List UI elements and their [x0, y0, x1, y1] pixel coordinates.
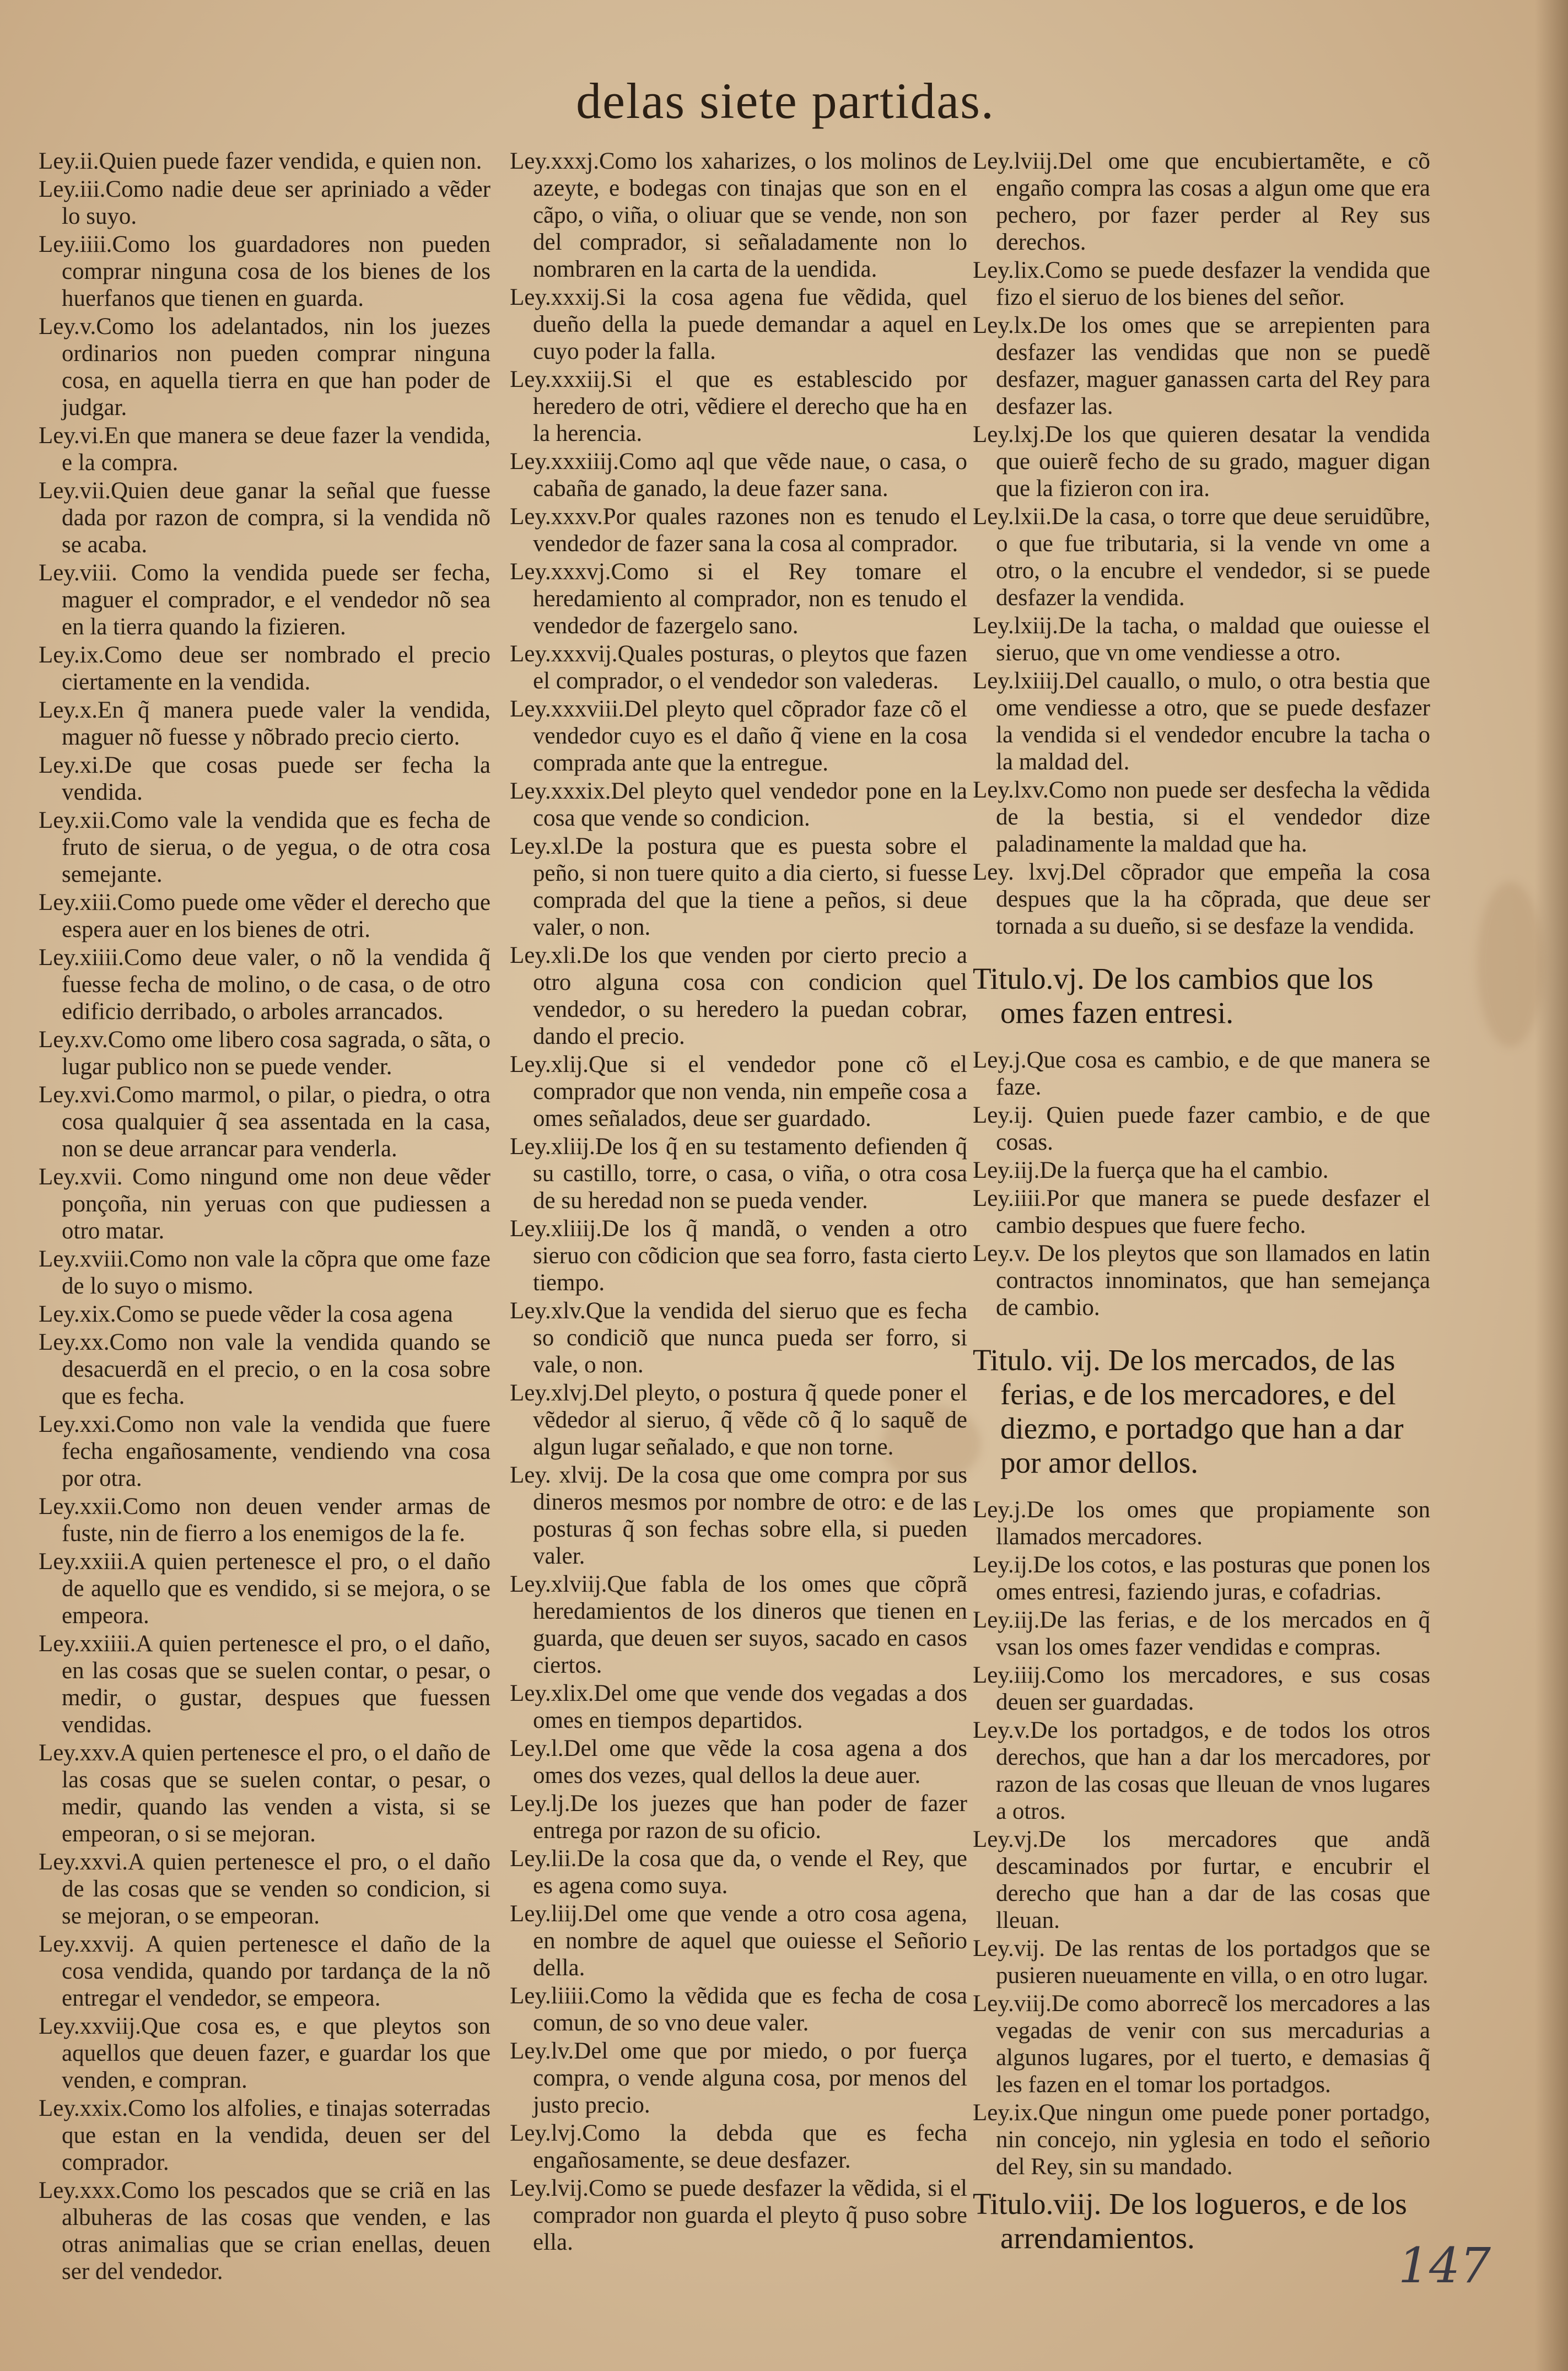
ley-entry-text: Ley.xxxij.Si la cosa agena fue vẽdida, quel dueño della la puede demandar a aquel en cuyo poder la falla.: [510, 284, 967, 364]
ley-entry: [973, 257, 1430, 311]
ley-entry: [39, 1849, 491, 1930]
ley-entry-text: Ley.ix.Que ningun ome puede poner portadgo, nin concejo, nin yglesia en todo el señorio del Rey, sin su mandado.: [973, 2100, 1430, 2180]
ley-entry-text: Ley.iij.De la fuerça que ha el cambio.: [973, 1157, 1329, 1183]
ley-entry: [973, 1157, 1430, 1184]
ley-entry: [39, 2177, 491, 2285]
ley-entry-text: Ley.lix.Como se puede desfazer la vendida que fizo el sieruo de los bienes del señor.: [973, 257, 1430, 310]
ley-entry: [973, 148, 1430, 256]
ley-entry-text: Ley.lxiiij.Del cauallo, o mulo, o otra bestia que ome vendiesse a otro, que se puede desfazer la vendida si el vendedor encubre la tacha o la maldad del.: [973, 668, 1430, 775]
ley-entry-text: Ley.xii.Como vale la vendida que es fecha de fruto de sierua, o de yegua, o de otra cosa semejante.: [39, 807, 491, 887]
ley-entry-text: Ley.xx.Como non vale la vendida quando se desacuerdã en el precio, o en la cosa sobre que es fecha.: [39, 1329, 491, 1409]
ley-entry: [39, 231, 491, 312]
ley-entry: [973, 777, 1430, 858]
ley-entry-text: Ley.xlviij.Que fabla de los omes que cõprã heredamientos de los dineros que tienen en guarda, que deuen ser suyos, sacado en casos ciertos.: [510, 1571, 967, 1678]
ley-entry-text: Ley.ii.Quien puede fazer vendida, e quien non.: [39, 148, 482, 174]
ley-entry-text: Ley.ij. Quien puede fazer cambio, e de que cosas.: [973, 1102, 1430, 1155]
ley-entry: [973, 1607, 1430, 1661]
ley-entry: [510, 1845, 967, 1899]
ley-entry: [510, 942, 967, 1050]
ley-entry-text: Ley.iiij.Como los mercadores, e sus cosas deuen ser guardadas.: [973, 1662, 1430, 1715]
ley-entry-text: Ley.xiii.Como puede ome vẽder el derecho que espera auer en los bienes de otri.: [39, 890, 491, 942]
ley-entry-text: Ley.xxii.Como non deuen vender armas de fuste, nin de fierro a los enemigos de la fe.: [39, 1494, 491, 1546]
folio-number: 147: [1398, 2237, 1491, 2294]
ley-entry: [39, 2095, 491, 2176]
ley-entry: [973, 2099, 1430, 2180]
ley-entry-text: Ley.xi.De que cosas puede ser fecha la vendida.: [39, 752, 491, 805]
column-3: [973, 148, 1430, 2272]
ley-entry: [39, 1493, 491, 1547]
ley-entry: [39, 642, 491, 696]
ley-entry-text: Ley.xxvij. A quien pertenesce el daño de la cosa vendida, quando por tardança de la nõ entregar el vendedor, se empeora.: [39, 1931, 491, 2011]
ley-entry: [39, 422, 491, 476]
column-2: [510, 148, 967, 2257]
ley-entry-text: Ley.vij. De las rentas de los portadgos que se pusieren nueuamente en villa, o en otro lugar.: [973, 1936, 1430, 1989]
ley-entry: [39, 559, 491, 640]
ley-entry: [39, 1163, 491, 1244]
ley-entry: [39, 2013, 491, 2094]
ley-entry-text: Ley.xxviij.Que cosa es, e que pleytos son aquellos que deuen fazer, e guardar los que venden, e compran.: [39, 2013, 491, 2093]
ley-entry: [39, 148, 491, 175]
ley-entry-text: Ley.j.Que cosa es cambio, e de que manera se faze.: [973, 1047, 1430, 1100]
ley-entry: [510, 448, 967, 502]
ley-entry-text: Ley.x.En q̃ manera puede valer la vendida, maguer nõ fuesse y nõbrado precio cierto.: [39, 697, 491, 750]
ley-entry-text: Ley.l.Del ome que vẽde la cosa agena a dos omes dos vezes, qual dellos la deue auer.: [510, 1736, 967, 1788]
ley-entry: [510, 1215, 967, 1296]
ley-entry: [510, 148, 967, 283]
ley-entry: [973, 667, 1430, 775]
ley-entry: [973, 1185, 1430, 1239]
ley-entry-text: Ley.lvij.Como se puede desfazer la vẽdida, si el comprador non guarda el pleyto q̃ puso sobre ella.: [510, 2175, 967, 2255]
ley-entry-text: Ley.lx.De los omes que se arrepienten para desfazer las vendidas que non se puedẽ desfazer, maguer ganassen carta del Rey para desfazer las.: [973, 312, 1430, 419]
ley-entry: [39, 1246, 491, 1300]
ley-entry-text: Ley.xxxviii.Del pleyto quel cõprador faze cõ el vendedor cuyo es el daño q̃ viene en la cosa comprada ante que la entregue.: [510, 696, 967, 776]
ley-entry: [39, 1301, 491, 1328]
ley-entry: [973, 1102, 1430, 1156]
ley-entry: [510, 1900, 967, 1981]
ley-entry-text: Ley.xxxv.Por quales razones non es tenudo el vendedor de fazer sana la cosa al comprador.: [510, 504, 967, 557]
ley-entry: [973, 1662, 1430, 1716]
ley-entry-text: Ley.lj.De los juezes que han poder de fazer entrega por razon de su oficio.: [510, 1791, 967, 1844]
ley-entry: [510, 2120, 967, 2174]
ley-entry: [39, 477, 491, 558]
ley-entry-text: Ley.xli.De los que venden por cierto precio a otro alguna cosa con condicion quel vendedor, o su heredero la puedan cobrar, dando el precio.: [510, 942, 967, 1049]
ley-entry: [39, 697, 491, 751]
ley-entry-text: Ley.ix.Como deue ser nombrado el precio ciertamente en la vendida.: [39, 642, 491, 695]
ley-entry: [973, 859, 1430, 940]
ley-entry-text: Ley.xxxiiij.Como aql que vẽde naue, o casa, o cabaña de ganado, la deue fazer sana.: [510, 449, 967, 502]
ley-entry-text: Ley.lv.Del ome que por miedo, o por fuerça compra, o vende alguna cosa, por menos del justo precio.: [510, 2038, 967, 2118]
ley-entry: [39, 889, 491, 943]
section-heading-titulo-viij: Titulo.viij. De los logueros, e de los arrendamientos.: [973, 2187, 1407, 2255]
ley-entry: [39, 1081, 491, 1162]
ley-entry-text: Ley.xliiij.De los q̃ mandã, o venden a otro sieruo con cõdicion que sea forro, fasta cierto tiempo.: [510, 1216, 967, 1296]
ley-entry: [973, 1935, 1430, 1989]
ley-entry: [39, 1630, 491, 1738]
ley-entry: [510, 1380, 967, 1461]
ley-entry-text: Ley.lxv.Como non puede ser desfecha la vẽdida de la bestia, si el vendedor dize paladinamente la maldad que ha.: [973, 777, 1430, 857]
ley-entry-text: Ley.viii. Como la vendida puede ser fecha, maguer el comprador, e el vendedor nõ sea en la tierra quando la fizieren.: [39, 560, 491, 640]
ley-entry-text: Ley.xlij.Que si el vendedor pone cõ el comprador que non venda, nin empeñe cosa a omes señalados, deue ser guardado.: [510, 1052, 967, 1131]
ley-entry-text: Ley. lxvj.Del cõprador que empeña la cosa despues que la ha cõprada, que deue ser tornada a su dueño, si se desfaze la vendida.: [973, 859, 1430, 939]
ley-entry-text: Ley.xxxvj.Como si el Rey tomare el heredamiento al comprador, non es tenudo el vendedor de fazergelo sano.: [510, 559, 967, 639]
ley-entry-text: Ley.xxix.Como los alfolies, e tinajas soterradas que estan en la vendida, deuen ser del comprador.: [39, 2095, 491, 2175]
ley-entry-text: Ley.iiii.Como los guardadores non pueden comprar ninguna cosa de los bienes de los huerfanos que tienen en guarda.: [39, 231, 491, 311]
page-edge-shadow: [1535, 0, 1568, 2371]
ley-entry: [510, 1571, 967, 1679]
ley-entry: [973, 1717, 1430, 1825]
ley-entry: [510, 558, 967, 639]
ley-entry: [510, 284, 967, 365]
ley-entry-text: Ley.xviii.Como non vale la cõpra que ome faze de lo suyo o mismo.: [39, 1246, 491, 1299]
running-head: delas siete partidas.: [576, 73, 995, 129]
ley-entry: [510, 1982, 967, 2036]
ley-entry: [510, 1462, 967, 1570]
ley-entry: [510, 503, 967, 557]
ley-entry-text: Ley.lviij.Del ome que encubiertamẽte, e cõ engaño compra las cosas a algun ome que era pechero, por fazer perder al Rey sus derechos.: [973, 148, 1430, 255]
ley-entry: [39, 1411, 491, 1492]
ley-entry-text: Ley.xxxiij.Si el que es establescido por heredero de otri, vẽdiere el derecho que ha en la herencia.: [510, 367, 967, 446]
ley-entry: [973, 612, 1430, 666]
ley-entry-text: Ley. xlvij. De la cosa que ome compra por sus dineros mesmos por nombre de otro: e de las posturas q̃ son fechas sobre ella, si pueden valer.: [510, 1462, 967, 1569]
ley-entry-text: Ley.xxxvij.Quales posturas, o pleytos que fazen el comprador, o el vendedor son valederas.: [510, 641, 967, 694]
ley-entry-text: Ley.xiiii.Como deue valer, o nõ la vendida q̃ fuesse fecha de molino, o de casa, o de otro edificio derribado, o arboles arrancados.: [39, 945, 491, 1025]
ley-entry-text: Ley.xxi.Como non vale la vendida que fuere fecha engañosamente, vendiendo vna cosa por otra.: [39, 1411, 491, 1491]
ley-entry-text: Ley.xv.Como ome libero cosa sagrada, o sãta, o lugar publico non se puede vender.: [39, 1027, 491, 1080]
ley-entry: [510, 833, 967, 941]
ley-entry: [973, 1826, 1430, 1934]
ley-entry-text: Ley.viij.De como aborrecẽ los mercadores a las vegadas de venir con sus mercadurias a algunos lugares, por el tuerto, e demasias q̃ les fazen en el tomar los portadgos.: [973, 1991, 1430, 2098]
ley-entry-text: Ley.lvj.Como la debda que es fecha engañosamente, se deue desfazer.: [510, 2120, 967, 2173]
ley-entry-text: Ley.xxv.A quien pertenesce el pro, o el daño de las cosas que se suelen contar, o pesar, o medir, quando las venden a vista, si se empeoran, o si se mejoran.: [39, 1740, 491, 1847]
ley-entry-text: Ley.lxj.De los que quieren desatar la vendida que ouierẽ fecho de su grado, maguer digan que la fizieron con ira.: [973, 422, 1430, 502]
ley-entry: [510, 640, 967, 694]
ley-entry: [510, 1297, 967, 1378]
ley-entry-text: Ley.ij.De los cotos, e las posturas que ponen los omes entresi, faziendo juras, e cofadrias.: [973, 1552, 1430, 1605]
ley-entry: [510, 2175, 967, 2256]
ley-entry: [39, 1329, 491, 1410]
ley-entry-text: Ley.xlvj.Del pleyto, o postura q̃ quede poner el vẽdedor al sieruo, q̃ vẽde cõ q̃ lo saquẽ de algun lugar señalado, e que non torne.: [510, 1380, 967, 1460]
ley-entry-text: Ley.vj.De los mercadores que andã descaminados por furtar, e encubrir el derecho que han a dar de las cosas que lleuan.: [973, 1826, 1430, 1933]
ley-entry: [510, 1133, 967, 1214]
ley-entry-text: Ley.xxx.Como los pescados que se criã en las albuheras de las cosas que venden, e las otras animalias que se crian enellas, deuen ser del vendedor.: [39, 2178, 491, 2284]
ley-entry: [39, 313, 491, 421]
ley-entry: [973, 503, 1430, 611]
ley-entry: [973, 1496, 1430, 1550]
ley-entry-text: Ley.v.Como los adelantados, nin los juezes ordinarios non pueden comprar ninguna cosa, en aquella tierra en que han poder de judgar.: [39, 314, 491, 421]
ley-entry: [510, 696, 967, 777]
ley-entry-text: Ley.xl.De la postura que es puesta sobre el peño, si non tuere quito a dia cierto, si fuesse comprada del que la tiene a peños, si deue valer, o non.: [510, 833, 967, 940]
ley-entry-text: Ley.xxxj.Como los xaharizes, o los molinos de azeyte, e bodegas con tinajas que son en el cãpo, o viña, o oliuar que se vende, non son del comprador, si señaladamente non lo nombraren en la carta de la uendida.: [510, 148, 967, 282]
ley-entry: [973, 1990, 1430, 2098]
ley-entry-text: Ley.xxxix.Del pleyto quel vendedor pone en la cosa que vende so condicion.: [510, 778, 967, 831]
ley-entry-text: Ley.vi.En que manera se deue fazer la vendida, e la compra.: [39, 423, 491, 476]
ley-entry-text: Ley.xliij.De los q̃ en su testamento defienden q̃ su castillo, torre, o casa, o viña, o otra cosa de su heredad non se pueda vender.: [510, 1134, 967, 1214]
ley-entry-text: Ley.xlix.Del ome que vende dos vegadas a dos omes en tiempos departidos.: [510, 1680, 967, 1733]
ley-entry: [973, 421, 1430, 502]
ley-entry: [39, 176, 491, 230]
ley-entry: [973, 1240, 1430, 1321]
ley-entry: [510, 1680, 967, 1734]
ley-entry: [39, 1548, 491, 1629]
ley-entry-text: Ley.lxii.De la casa, o torre que deue seruidũbre, o que fue tributaria, si la vende vn ome a otro, o la encubre el vendedor, si se puede desfazer la vendida.: [973, 504, 1430, 611]
ley-entry: [510, 778, 967, 832]
ley-entry: [510, 1790, 967, 1844]
ley-entry: [510, 2038, 967, 2119]
column-1: [39, 148, 491, 2286]
ley-entry-text: Ley.xxiiii.A quien pertenesce el pro, o el daño, en las cosas que se suelen contar, o pesar, o medir, o gustar, despues que fuessen vendidas.: [39, 1631, 491, 1738]
section-heading-titulo-vij: Titulo. vij. De los mercados, de las ferias, e de los mercadores, e del diezmo, e portadgo que han a dar por amor dellos.: [973, 1343, 1404, 1479]
ley-entry-text: Ley.lii.De la cosa que da, o vende el Rey, que es agena como suya.: [510, 1846, 967, 1899]
ley-entry-text: Ley.xix.Como se puede vẽder la cosa agena: [39, 1301, 453, 1327]
ley-entry: [39, 1931, 491, 2012]
ley-entry-text: Ley.xvii. Como ningund ome non deue vẽder ponçoña, nin yeruas con que pudiessen a otro matar.: [39, 1164, 491, 1244]
ley-entry-text: Ley.iij.De las ferias, e de los mercados en q̃ vsan los omes fazer vendidas e compras.: [973, 1607, 1430, 1660]
ley-entry-text: Ley.v.De los portadgos, e de todos los otros derechos, que han a dar los mercadores, por razon de las cosas que lleuan de vnos lugares a otros.: [973, 1717, 1430, 1824]
ley-entry-text: Ley.iiii.Por que manera se puede desfazer el cambio despues que fuere fecho.: [973, 1186, 1430, 1238]
ley-entry: [973, 312, 1430, 420]
ley-entry-text: Ley.v. De los pleytos que son llamados en latin contractos innominatos, que han semejança de cambio.: [973, 1241, 1430, 1321]
ley-entry: [973, 1047, 1430, 1101]
ley-entry-text: Ley.xxiii.A quien pertenesce el pro, o el daño de aquello que es vendido, si se mejora, o se empeora.: [39, 1549, 491, 1629]
ley-entry-text: Ley.xlv.Que la vendida del sieruo que es fecha so condiciõ que nunca pueda ser forro, si vale, o non.: [510, 1298, 967, 1378]
ley-entry: [39, 1026, 491, 1080]
paper-stain: [1477, 882, 1543, 1047]
ley-entry-text: Ley.xvi.Como marmol, o pilar, o piedra, o otra cosa qualquier q̃ sea assentada en la casa, non se deue arrancar para venderla.: [39, 1082, 491, 1162]
ley-entry: [510, 1051, 967, 1132]
ley-entry: [39, 807, 491, 888]
ley-entry: [39, 944, 491, 1025]
ley-entry: [973, 1551, 1430, 1605]
ley-entry: [39, 752, 491, 806]
ley-entry-text: Ley.vii.Quien deue ganar la señal que fuesse dada por razon de compra, si la vendida nõ se acaba.: [39, 478, 491, 558]
ley-entry: [510, 366, 967, 447]
ley-entry-text: Ley.liij.Del ome que vende a otro cosa agena, en nombre de aquel que ouiesse el Señorio della.: [510, 1901, 967, 1981]
ley-entry: [510, 1735, 967, 1789]
ley-entry-text: Ley.xxvi.A quien pertenesce el pro, o el daño de las cosas que se venden so condicion, si se mejoran, o se empeoran.: [39, 1849, 491, 1929]
ley-entry-text: Ley.iii.Como nadie deue ser apriniado a vẽder lo suyo.: [39, 176, 491, 229]
ley-entry-text: Ley.liiii.Como la vẽdida que es fecha de cosa comun, de so vno deue valer.: [510, 1983, 967, 2036]
ley-entry-text: Ley.lxiij.De la tacha, o maldad que ouiesse el sieruo, que vn ome vendiesse a otro.: [973, 613, 1430, 666]
ley-entry: [39, 1739, 491, 1847]
ley-entry-text: Ley.j.De los omes que propiamente son llamados mercadores.: [973, 1497, 1430, 1550]
section-heading-titulo-vj: Titulo.vj. De los cambios que los omes fazen entresi.: [973, 962, 1373, 1030]
